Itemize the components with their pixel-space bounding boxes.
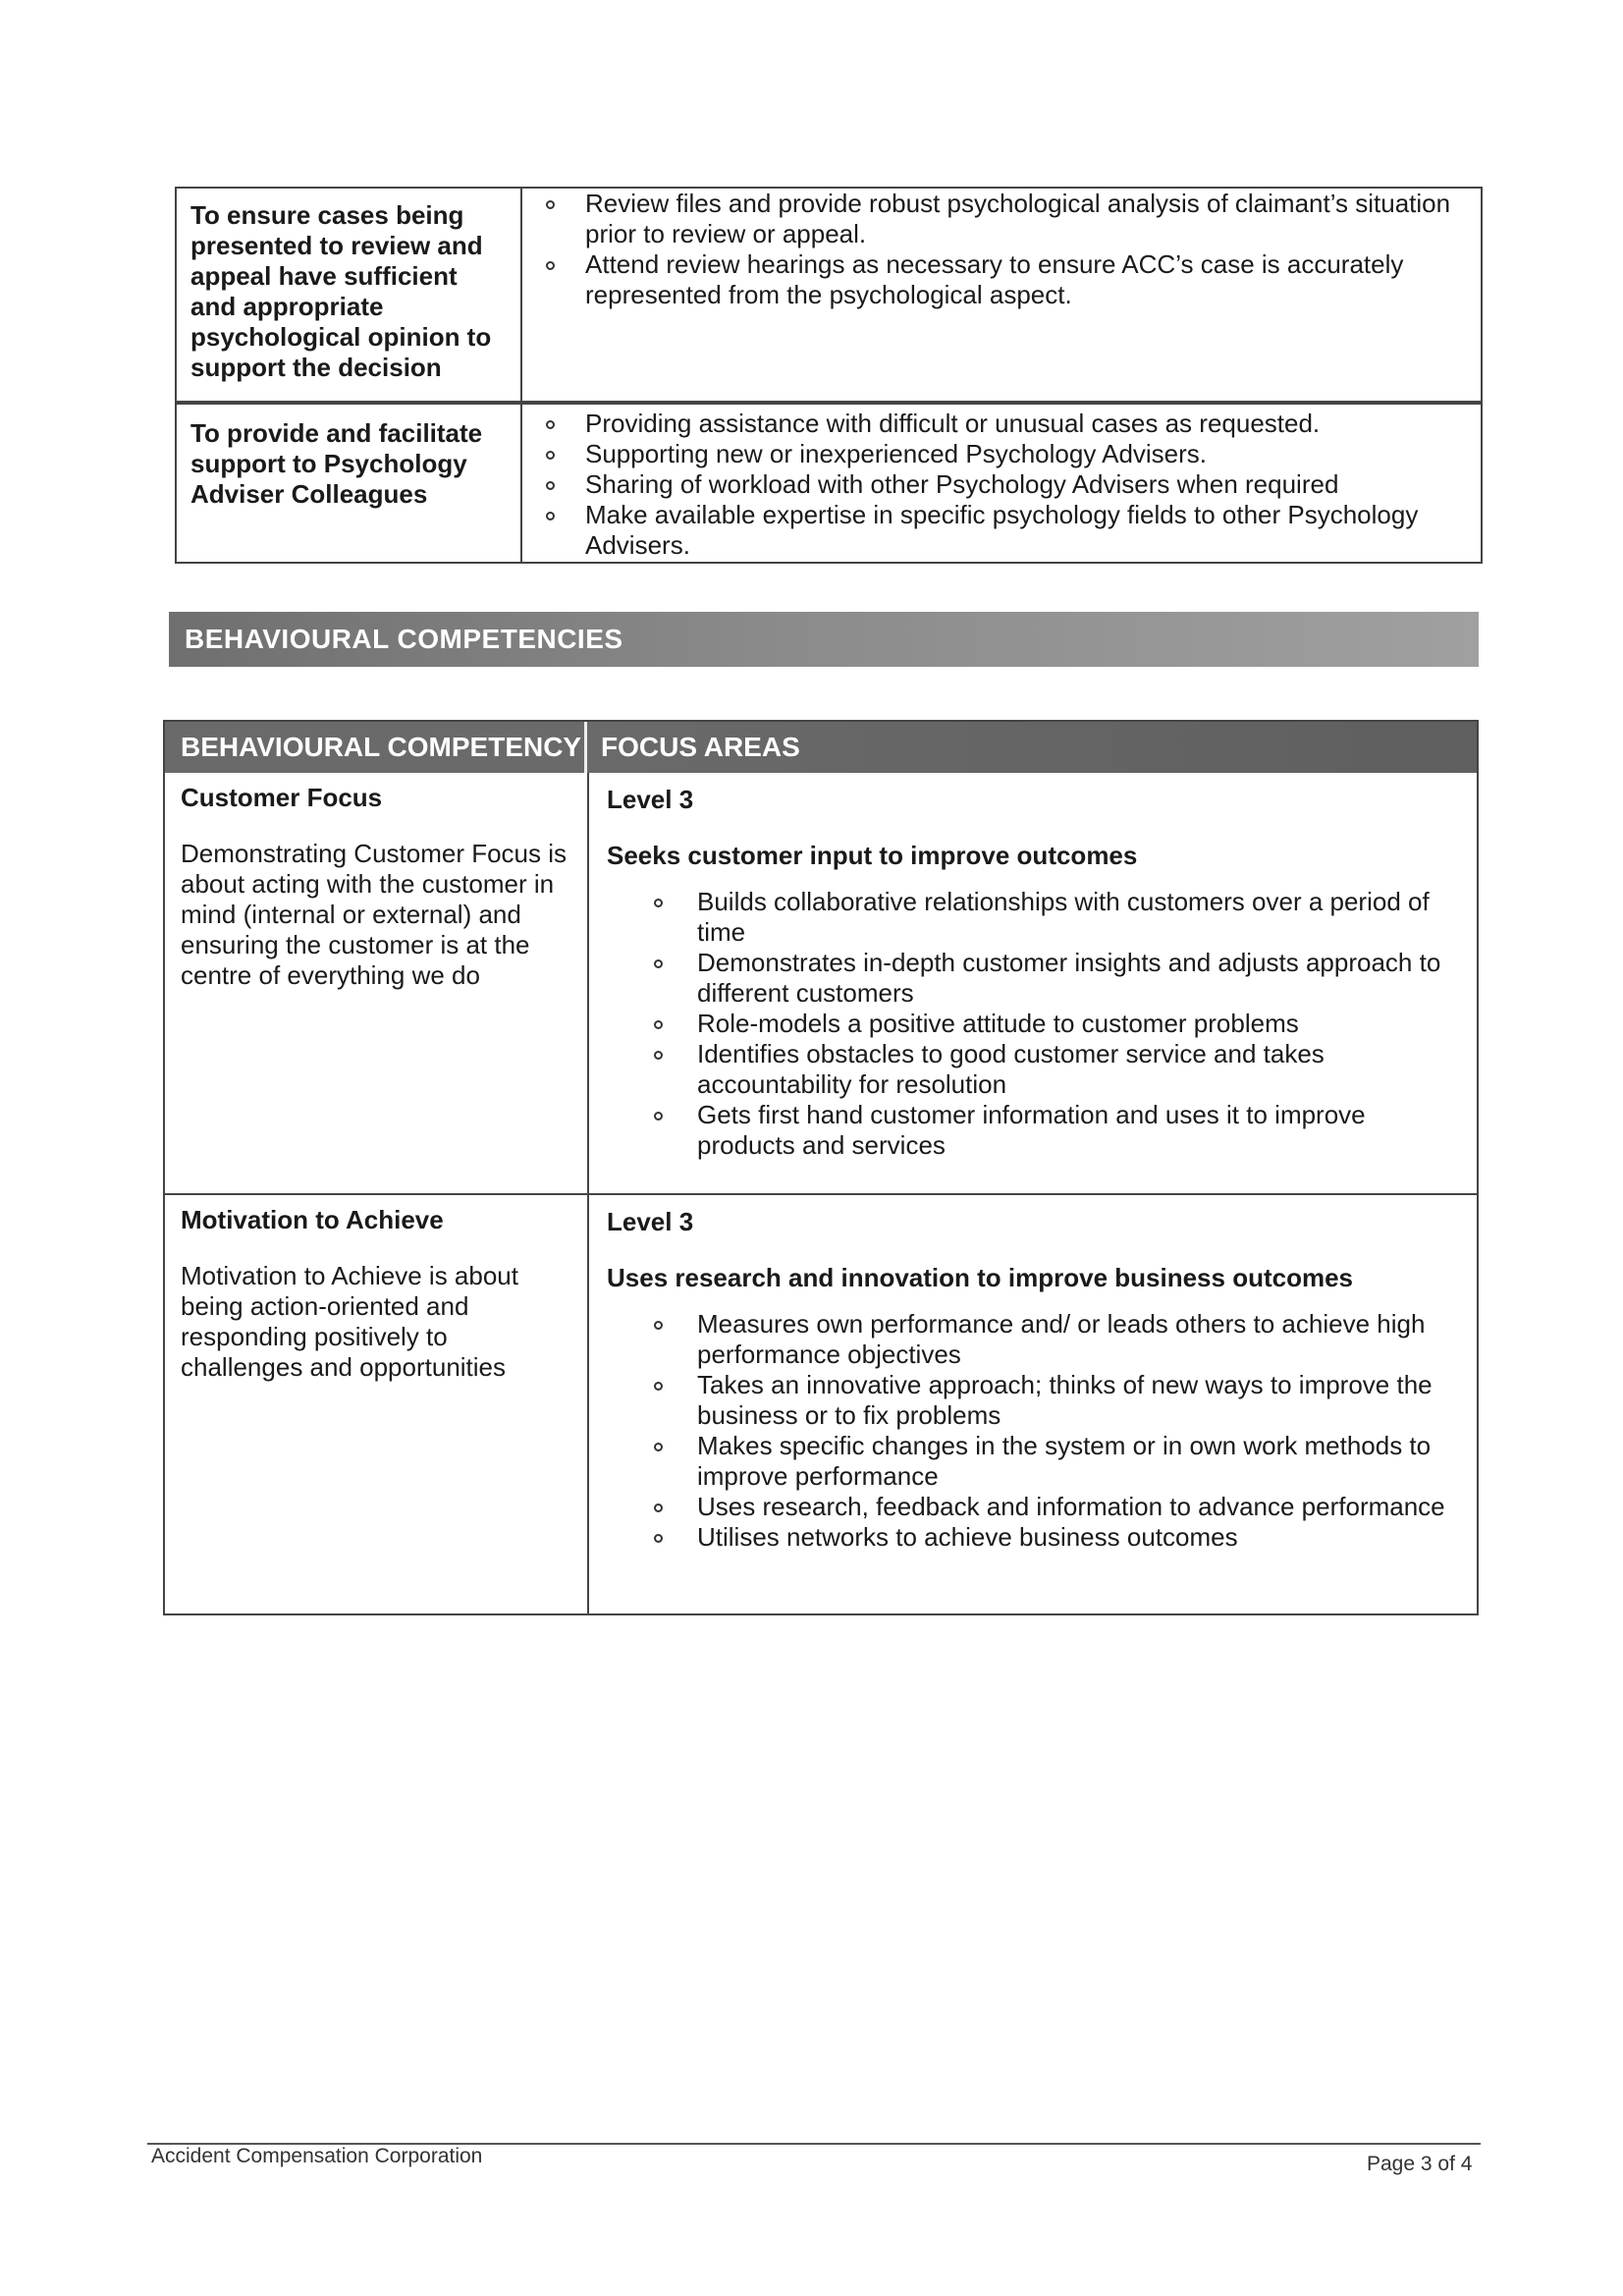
row-divider (165, 1193, 1477, 1195)
key-area: To ensure cases being presented to review and appeal have sufficient and appropriate psychological opinion to support the decision (177, 189, 522, 401)
page-number: Page 3 of 4 (1367, 2153, 1473, 2175)
focus-cell (607, 1207, 1457, 1553)
list-item: Sharing of workload with other Psychology Advisers when required (542, 469, 1457, 500)
table-row (175, 187, 1483, 403)
section-title: BEHAVIOURAL COMPETENCIES (185, 624, 623, 654)
list-item: Identifies obstacles to good customer service and takes accountability for resolution (607, 1039, 1457, 1100)
competency-name: Customer Focus (181, 783, 383, 812)
column-header-competency: BEHAVIOURAL COMPETENCY (165, 722, 587, 773)
list-item: Make available expertise in specific psychology fields to other Psychology Advisers. (542, 500, 1457, 561)
focus-title: Uses research and innovation to improve business outcomes (607, 1263, 1353, 1292)
table-row (175, 403, 1483, 564)
focus-title: Seeks customer input to improve outcomes (607, 841, 1138, 870)
list-item: Attend review hearings as necessary to ensure ACC’s case is accurately represented from the psychological aspect. (542, 249, 1457, 310)
list-item: Gets first hand customer information and uses it to improve products and services (607, 1100, 1457, 1161)
competency-description: Demonstrating Customer Focus is about acting with the customer in mind (internal or external) and ensuring the customer is at the centre of everything we do (181, 839, 568, 990)
table-header (165, 722, 1477, 773)
list-item: Role-models a positive attitude to customer problems (607, 1009, 1457, 1039)
level-label: Level 3 (607, 785, 694, 814)
footer-organisation: Accident Compensation Corporation (151, 2145, 483, 2167)
activities (522, 189, 1481, 310)
list-item: Review files and provide robust psychological analysis of claimant’s situation prior to review or appeal. (542, 189, 1457, 249)
level-label: Level 3 (607, 1207, 694, 1236)
list-item: Uses research, feedback and information to advance performance (607, 1492, 1457, 1522)
competency-cell (181, 1205, 573, 1383)
key-area: To provide and facilitate support to Psychology Adviser Colleagues (177, 405, 522, 562)
competency-table (163, 720, 1479, 1615)
list-item: Takes an innovative approach; thinks of new ways to improve the business or to fix problems (607, 1370, 1457, 1431)
activities (522, 405, 1481, 561)
list-item: Utilises networks to achieve business outcomes (607, 1522, 1457, 1553)
competency-name: Motivation to Achieve (181, 1205, 444, 1234)
column-header-focus-areas: FOCUS AREAS (587, 722, 1477, 773)
list-item: Demonstrates in-depth customer insights and adjusts approach to different customers (607, 948, 1457, 1009)
list-item: Supporting new or inexperienced Psychology Advisers. (542, 439, 1457, 469)
list-item: Builds collaborative relationships with customers over a period of time (607, 887, 1457, 948)
competency-cell (181, 783, 573, 991)
focus-cell (607, 785, 1457, 1161)
section-header (169, 612, 1479, 667)
list-item: Makes specific changes in the system or in own work methods to improve performance (607, 1431, 1457, 1492)
competency-description: Motivation to Achieve is about being action-oriented and responding positively to challenges and opportunities (181, 1261, 518, 1382)
responsibilities-table (175, 187, 1483, 564)
list-item: Providing assistance with difficult or unusual cases as requested. (542, 409, 1457, 439)
list-item: Measures own performance and/ or leads others to achieve high performance objectives (607, 1309, 1457, 1370)
